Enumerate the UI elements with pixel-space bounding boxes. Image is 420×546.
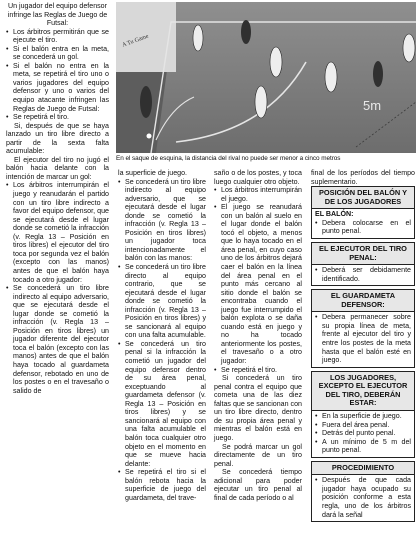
bullet-item: • Debera permanecer sobre su propia línea de meta, frente al ejecutor del tiro y entre los postes de la meta hasta que el balón esté en juego. <box>315 313 411 364</box>
paragraph: la superficie de juego. <box>118 169 188 177</box>
bullet-item: • A un mínimo de 5 m del punto penal. <box>315 438 411 455</box>
bullet-item: • Si el balón entra en la meta, se concederá un gol. <box>6 45 109 62</box>
bullet-item: • Los árbitros interrumpirán el juego. <box>214 186 302 203</box>
column-2 <box>118 169 206 502</box>
bullet-item: • El juego se reanudará con un balón al suelo en el lugar donde el balón tocó el objeto, a menos que lo haya tocado en el área penal, en cuyo caso uno de los árbitros dejará caer el balón en la línea del área penal en el punto más cercano al sitio donde el balón se encontraba cuando el juego fue interrumpido el balón explota o se daña cuando está en juego y no ha tocado anteriormente los postes, el travesaño o a otro jugador: <box>214 203 302 365</box>
bullet-item: • Los árbitros interrumpirán el juego y reanudarán el partido con un tiro libre indirecto a favor del equipo defensor, que se ejecutará desde el lugar donde se cometió la infracción (v. Regla 13 – Posición en tiros libres) el ejecutor del tiro toca por segunda vez el balón (excepto con las manos) antes de que el balón haya tocado a otro jugador: <box>6 181 109 284</box>
bullet-item: • Los árbitros permitirán que se ejecute el tiro. <box>6 28 109 45</box>
bullet-item: • Se concederá un tiro libre directo al equipo contrario, que se ejecutará desde el lugar donde se cometió la infracción (v. Regla 13 – Posición en tiros libres) y se sancionará al equipo con una falta acumulable. <box>118 263 206 340</box>
photo-caption: En el saque de esquina, la distancia del rival no puede ser menor a cinco metros <box>116 155 341 162</box>
section-title: PROCEDIMIENTO <box>331 462 395 472</box>
section-box-goalkeeper <box>311 289 415 367</box>
svg-text:A Tu Game: A Tu Game <box>121 33 150 49</box>
bullet-item: • Se repetirá el tiro si el balón rebota hacia la superficie de juego del guardameta, del trave- <box>118 468 206 502</box>
column-4 <box>311 169 415 525</box>
paragraph: final de los períodos del tiempo suplementario. <box>311 169 415 186</box>
bullet-item: • Se repetirá el tiro. <box>214 366 302 375</box>
paragraph: Un jugador del equipo defensor infringe las Reglas de Juego de Futsal: <box>7 2 108 28</box>
bullet-item: • Se repetirá el tiro. <box>6 113 109 122</box>
bullet-item: • Se concederá un tiro penal si la infracción la cometió un jugador del equipo defensor dentro de su área penal, exceptuando al guardameta defensor (v. Regla 13 – Posición en tiros libres) y se sancionará al equipo con una falta acumulable el balón toca cualquier otro objeto en el momento en que se mueve hacia delante: <box>118 340 206 468</box>
futsal-court-illustration <box>116 2 416 153</box>
paragraph: Se podrá marcar un gol directamente de un tiro penal. <box>214 442 302 468</box>
column-3 <box>214 169 302 502</box>
paragraph: Se concederá tiempo adicional para poder ejecutar un tiro penal al final de cada período o al <box>214 468 302 502</box>
section-title: EL EJECUTOR DEL TIRO PENAL: <box>319 243 407 262</box>
paragraph: Si concederá un tiro penal contra el equipo que cometa una de las diez faltas que se sancionan con un tiro libre directo, dentro de su propia área penal y mientras el balón está en juego. <box>214 374 302 442</box>
subsection-title: EL BALÓN: <box>315 210 354 219</box>
bullet-item: • Fuera del área penal. <box>315 421 411 430</box>
bullet-item: • Se concederá un tiro libre indirecto al equipo adversario, que se ejecutará desde el lugar donde se cometió la infracción (v. Regla 13 – Posición en tiros libres) un jugador toca intencionadamente el balón con las manos: <box>118 178 206 263</box>
section-box-kicker <box>311 242 415 286</box>
column-1 <box>6 2 109 395</box>
bullet-item: • Detrás del punto penal. <box>315 429 411 438</box>
section-box-position <box>311 186 415 239</box>
paragraph: El ejecutor del tiro no jugó el balón hacia delante con la intención de marcar un gol: <box>6 155 109 181</box>
section-box-players <box>311 371 415 458</box>
bullet-item: • Si el balón no entra en la meta, se repetirá el tiro uno o varios jugadores del equipo defensor y uno o varios del equipo atacante infringen las Reglas de Juego de Futsal: <box>6 62 109 113</box>
paragraph: Si, después de que se haya lanzado un tiro libre directo a partir de la sexta falta acumulable: <box>6 121 109 156</box>
bullet-item: • En la superficie de juego. <box>315 412 411 421</box>
section-title: POSICIÓN DEL BALÓN Y DE LOS JUGADORES <box>318 188 408 206</box>
section-title: LOS JUGADORES, EXCEPTO EL EJECUTOR DEL TIRO, DEBERÁN ESTAR: <box>318 372 408 408</box>
bullet-item: • Debera colocarse en el punto penal. <box>315 219 411 236</box>
bullet-item: • Deberá ser debidamente identificado. <box>315 266 411 283</box>
bullet-item: • Después de que cada jugador haya ocupado su posición conforme a esta regla, uno de los árbitros dará la señal <box>315 476 411 519</box>
section-box-procedure <box>311 461 415 522</box>
corner-kick-photo <box>116 2 416 153</box>
distance-label: 5m <box>363 98 382 113</box>
paragraph: saño o de los postes, y toca luego cualquier otro objeto. <box>214 169 302 186</box>
section-title: EL GUARDAMETA DEFENSOR: <box>330 291 396 309</box>
bullet-item: • Se concederá un tiro libre indirecto al equipo adversario, que se ejecutará desde el lugar donde se cometió la infracción (v. Regla 13 – Posición en tiros libres) un jugador diferente del ejecutor toca el balón (excepto con las manos) antes de que el balón haya tocado al guardameta defensor, rebotado en uno de los postes o en el travesaño o salido de <box>6 284 109 395</box>
